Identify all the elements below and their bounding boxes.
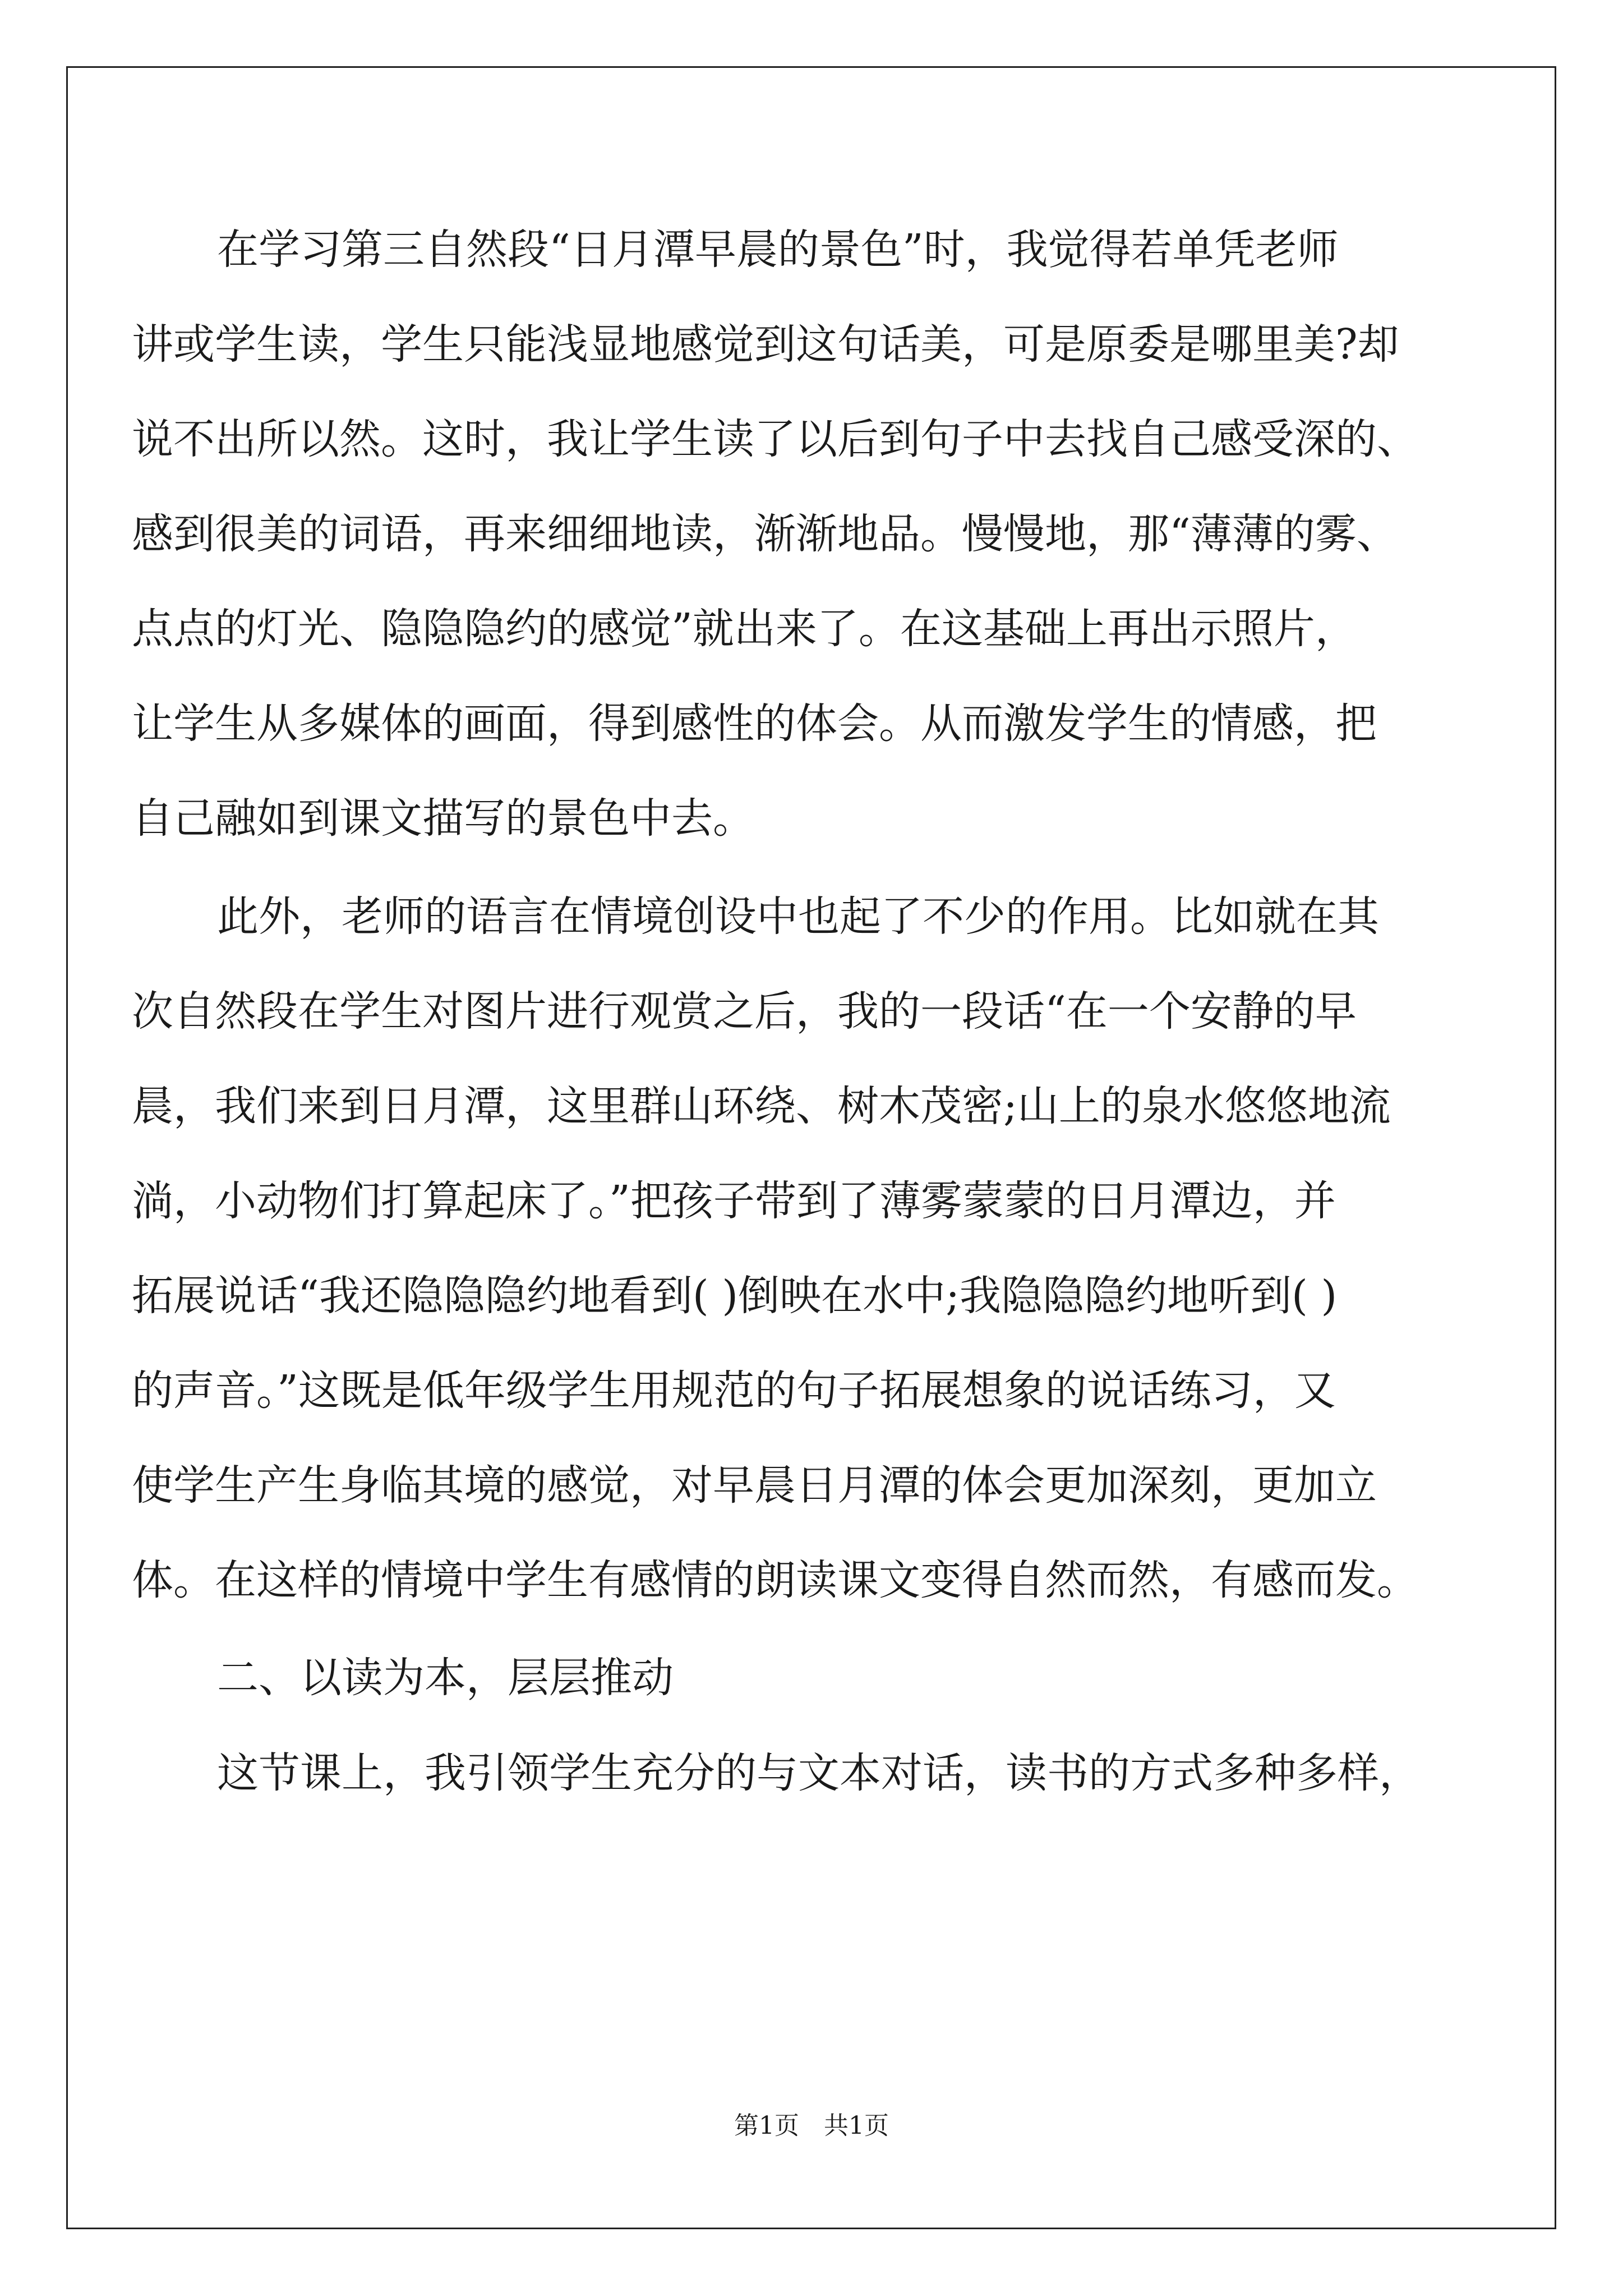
text-line: 此外，老师的语言在情境创设中也起了不少的作用。比如就在其 (217, 892, 1379, 941)
text-line: 次自然段在学生对图片进行观赏之后，我的一段话“在一个安静的早 (132, 987, 1357, 1036)
page-border (66, 66, 1556, 2229)
text-line: 使学生产生身临其境的感觉，对早晨日月潭的体会更加深刻，更加立 (132, 1461, 1377, 1510)
text-line: 点点的灯光、隐隐隐约的感觉”就出来了。在这基础上再出示照片， (132, 605, 1357, 653)
text-line: 晨，我们来到日月潭，这里群山环绕、树木茂密;山上的泉水悠悠地流 (132, 1082, 1391, 1130)
text-line: 说不出所以然。这时，我让学生读了以后到句子中去找自己感受深的、 (132, 415, 1418, 463)
text-line: 拓展说话“我还隐隐隐约地看到( )倒映在水中;我隐隐隐约地听到( ) (132, 1272, 1338, 1320)
text-line: 体。在这样的情境中学生有感情的朗读课文变得自然而然，有感而发。 (132, 1556, 1418, 1604)
page-number-footer: 第1页 共1页 (734, 2111, 889, 2140)
text-line: 感到很美的词语，再来细细地读，渐渐地品。慢慢地，那“薄薄的雾、 (132, 510, 1398, 558)
text-line: 在学习第三自然段“日月潭早晨的景色”时，我觉得若单凭老师 (217, 226, 1339, 274)
text-line: 的声音。”这既是低年级学生用规范的句子拓展想象的说话练习，又 (132, 1366, 1336, 1415)
text-line: 淌，小动物们打算起床了。”把孩子带到了薄雾蒙蒙的日月潭边，并 (132, 1177, 1336, 1225)
section-heading: 二、以读为本，层层推动 (217, 1654, 674, 1702)
text-line: 自己融如到课文描写的景色中去。 (132, 794, 754, 843)
text-line: 让学生从多媒体的画面，得到感性的体会。从而激发学生的情感，把 (132, 700, 1377, 748)
text-line: 讲或学生读，学生只能浅显地感觉到这句话美，可是原委是哪里美?却 (132, 320, 1399, 369)
text-line: 这节课上，我引领学生充分的与文本对话，读书的方式多种多样， (217, 1749, 1421, 1797)
